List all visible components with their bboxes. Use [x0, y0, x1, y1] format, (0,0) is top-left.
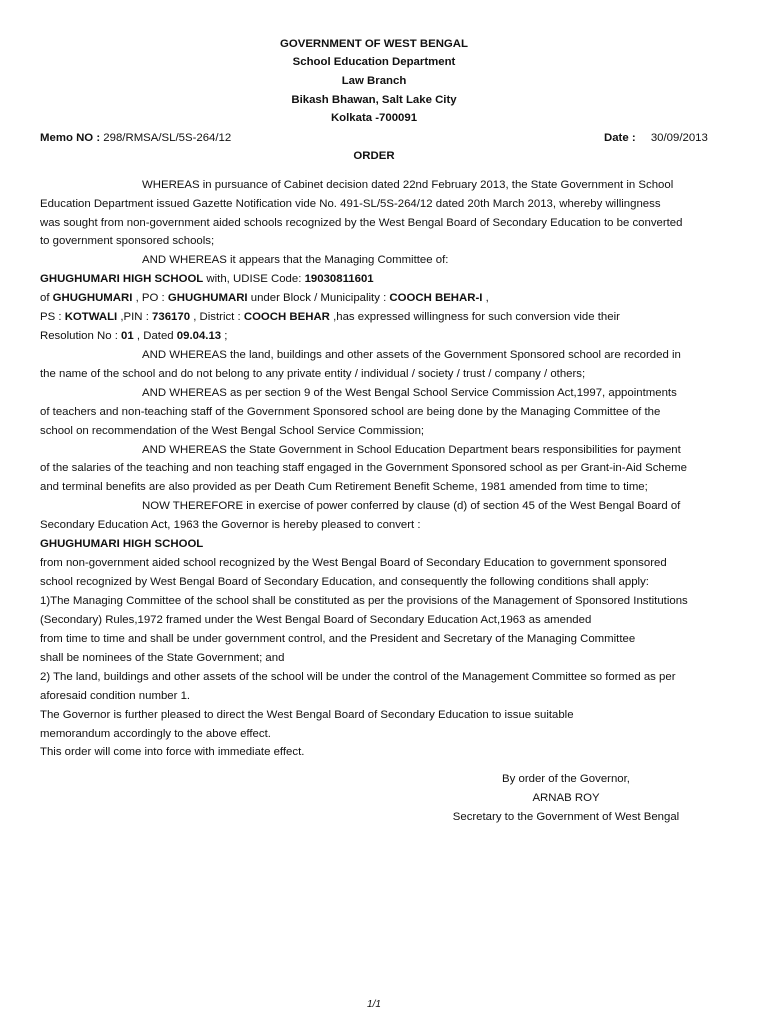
udise-code: 19030811601 [304, 273, 374, 285]
school-udise-line [40, 272, 374, 286]
header-building: Bikash Bhawan, Salt Lake City [291, 94, 457, 106]
header-city: Kolkata -700091 [330, 112, 418, 124]
closing-line-3: This order will come into force with immediate effect. [40, 746, 305, 758]
pin-label: ,PIN : [117, 311, 153, 323]
school-name-repeat: GHUGHUMARI HIGH SCHOOL [40, 538, 204, 550]
condition-1-line-1: 1)The Managing Committee of the school shall be constituted as per the provisions of the Management of Sponsored Institutions [40, 595, 688, 607]
para-6-line-1: NOW THEREFORE in exercise of power conferred by clause (d) of section 45 of the West Bengal Board of [142, 500, 681, 512]
dated-label: , Dated [133, 330, 177, 342]
resolution-line [40, 329, 227, 343]
district-value: COOCH BEHAR [243, 311, 330, 323]
signature-by-order: By order of the Governor, [502, 773, 630, 785]
para-1-line-3: was sought from non-government aided schools recognized by the West Bengal Board of Secondary Education to be converted [40, 217, 683, 229]
memo-label: Memo NO : [40, 132, 101, 144]
date-label: Date : [604, 132, 636, 144]
date-value: 30/09/2013 [650, 132, 708, 144]
memo-date [604, 131, 708, 145]
header-branch: Law Branch [341, 75, 407, 87]
resolution-label: Resolution No : [40, 330, 122, 342]
para-5-line-3: and terminal benefits are also provided as per Death Cum Retirement Benefit Scheme, 1981 amended from time to time; [40, 481, 648, 493]
memo-number [40, 131, 231, 145]
para-3-line-1: AND WHEREAS the land, buildings and other assets of the Government Sponsored school are recorded in [142, 349, 681, 361]
ps-label: PS : [40, 311, 65, 323]
memo-value: 298/RMSA/SL/5S-264/12 [103, 132, 232, 144]
header-government: GOVERNMENT OF WEST BENGAL [280, 38, 468, 50]
para-2-line-1: AND WHEREAS it appears that the Managing Committee of: [142, 254, 449, 266]
udise-label: with, UDISE Code: [203, 273, 305, 285]
school-district-line [40, 310, 620, 324]
block-label: under Block / Municipality : [247, 292, 390, 304]
page-number: 1/1 [367, 999, 381, 1010]
pin-value: 736170 [152, 311, 191, 323]
po-value: GHUGHUMARI [167, 292, 248, 304]
para-4-line-1: AND WHEREAS as per section 9 of the West Bengal School Service Commission Act,1997, appointments [142, 387, 677, 399]
resolution-end: ; [221, 330, 228, 342]
po-label: , PO : [132, 292, 168, 304]
block-value: COOCH BEHAR-I [389, 292, 483, 304]
block-end: , [482, 292, 489, 304]
para-6-line-2: Secondary Education Act, 1963 the Governor is hereby pleased to convert : [40, 519, 421, 531]
para-4-line-2: of teachers and non-teaching staff of the Government Sponsored school are being done by the Managing Committee of the [40, 406, 661, 418]
place-name: GHUGHUMARI [52, 292, 133, 304]
signature-title: Secretary to the Government of West Bengal [452, 811, 680, 823]
header-department: School Education Department [292, 56, 456, 68]
of-label: of [40, 292, 53, 304]
para-1-line-2: Education Department issued Gazette Notification vide No. 491-SL/5S-264/12 dated 20th March 2013, whereby willingness [40, 198, 661, 210]
condition-1-line-2: (Secondary) Rules,1972 framed under the West Bengal Board of Secondary Education Act,1963 as amended [40, 614, 592, 626]
school-location-line [40, 291, 489, 305]
closing-line-2: memorandum accordingly to the above effect. [40, 728, 271, 740]
signature-name: ARNAB ROY [532, 792, 600, 804]
school-name: GHUGHUMARI HIGH SCHOOL [40, 273, 204, 285]
district-tail: ,has expressed willingness for such conversion vide their [329, 311, 620, 323]
resolution-date: 09.04.13 [176, 330, 222, 342]
order-title: ORDER [353, 150, 395, 162]
para-1-line-4: to government sponsored schools; [40, 235, 215, 247]
district-label: , District : [190, 311, 244, 323]
resolution-number: 01 [121, 330, 134, 342]
para-1-line-1: WHEREAS in pursuance of Cabinet decision dated 22nd February 2013, the State Government in School [142, 179, 674, 191]
para-7-line-1: from non-government aided school recognized by the West Bengal Board of Secondary Education to government sponsored [40, 557, 667, 569]
condition-2-line-1: 2) The land, buildings and other assets of the school will be under the control of the Management Committee so formed as per [40, 671, 676, 683]
para-5-line-2: of the salaries of the teaching and non teaching staff engaged in the Government Sponsored school as per Grant-in-Aid Scheme [40, 462, 687, 474]
para-7-line-2: school recognized by West Bengal Board of Secondary Education, and consequently the following conditions shall apply: [40, 576, 649, 588]
condition-1-line-3: from time to time and shall be under government control, and the President and Secretary of the Managing Committee [40, 633, 636, 645]
para-5-line-1: AND WHEREAS the State Government in School Education Department bears responsibilities for payment [142, 444, 681, 456]
para-4-line-3: school on recommendation of the West Bengal School Service Commission; [40, 425, 425, 437]
condition-1-line-4: shall be nominees of the State Government; and [40, 652, 285, 664]
ps-value: KOTWALI [64, 311, 118, 323]
para-3-line-2: the name of the school and do not belong to any private entity / individual / society / trust / company / others; [40, 368, 586, 380]
closing-line-1: The Governor is further pleased to direct the West Bengal Board of Secondary Education to issue suitable [40, 709, 574, 721]
condition-2-line-2: aforesaid condition number 1. [40, 690, 191, 702]
